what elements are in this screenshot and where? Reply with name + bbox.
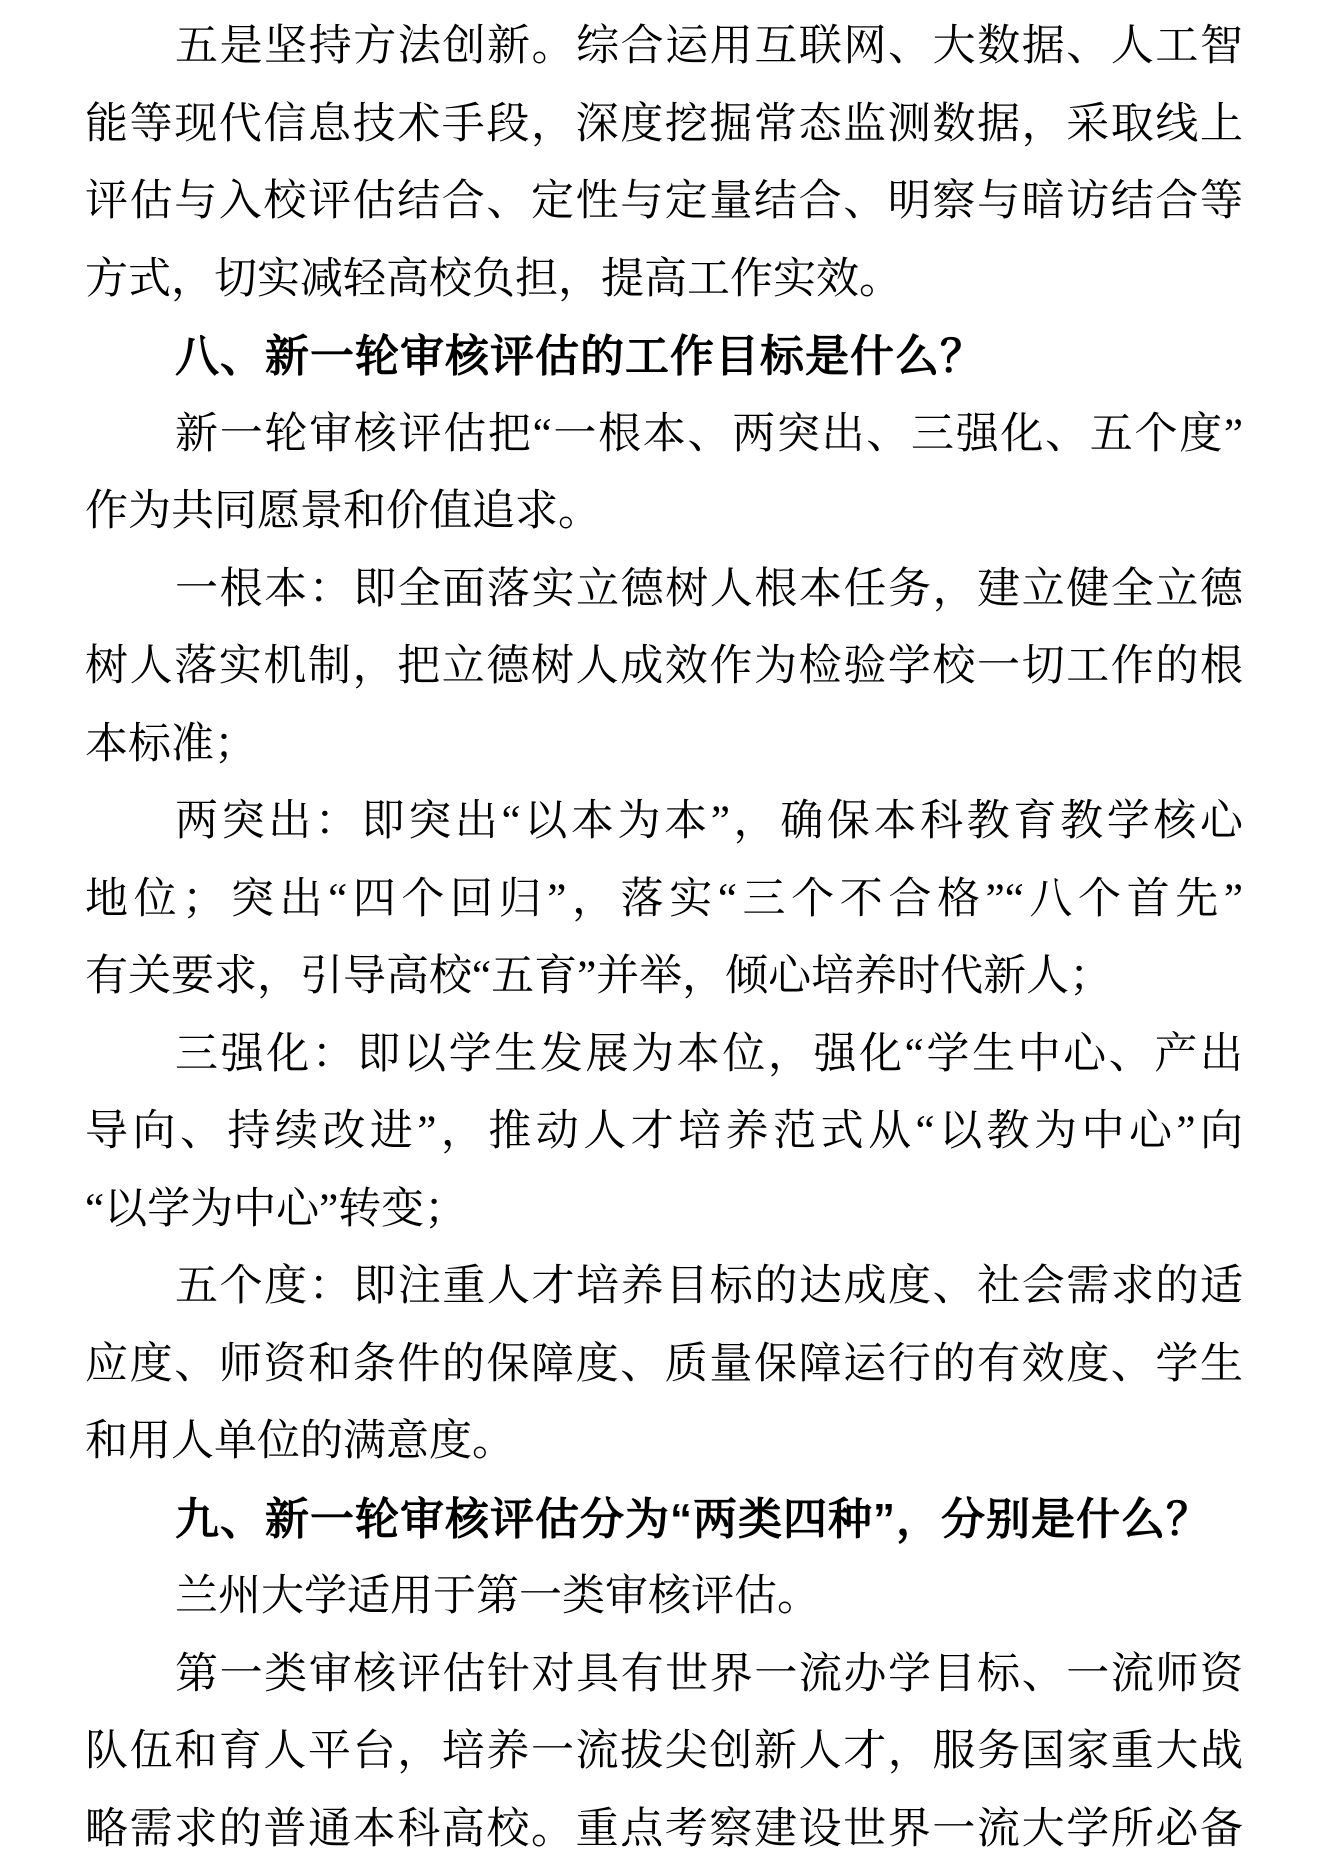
document-body [85, 8, 1243, 1868]
text-line: 作为共同愿景和价值追求。 [85, 488, 601, 535]
text-line: 评估与入校评估结合、定性与定量结合、明察与暗访结合等 [85, 178, 1243, 225]
text-line: 导向、持续改进”，推动人才培养范式从“以教为中心”向 [85, 1108, 1243, 1155]
text-line: 能等现代信息技术手段，深度挖掘常态监测数据，采取线上 [85, 100, 1243, 148]
text-line: 三强化：即以学生发展为本位，强化“学生中心、产出 [175, 1030, 1243, 1078]
text-line: 五是坚持方法创新。综合运用互联网、大数据、人工智 [175, 23, 1243, 70]
text-line: 应度、师资和条件的保障度、质量保障运行的有效度、学生 [85, 1340, 1243, 1388]
section-heading: 八、新一轮审核评估的工作目标是什么？ [175, 332, 985, 381]
text-line: 两突出：即突出“以本为本”，确保本科教育教学核心 [175, 798, 1243, 845]
text-line: 略需求的普通本科高校。重点考察建设世界一流大学所必备 [85, 1805, 1243, 1853]
text-line: 方式，切实减轻高校负担，提高工作实效。 [85, 255, 902, 303]
text-line: 地位；突出“四个回归”，落实“三个不合格”“八个首先” [85, 875, 1243, 923]
text-line: “以学为中心”转变； [85, 1185, 468, 1233]
text-line: 有关要求，引导高校“五育”并举，倾心培养时代新人； [85, 953, 1113, 1000]
text-line: 队伍和育人平台，培养一流拔尖创新人才，服务国家重大战 [85, 1728, 1243, 1775]
text-line: 第一类审核评估针对具有世界一流办学目标、一流师资 [175, 1650, 1243, 1698]
text-line: 新一轮审核评估把“一根本、两突出、三强化、五个度” [175, 410, 1243, 458]
text-line: 五个度：即注重人才培养目标的达成度、社会需求的适 [175, 1263, 1243, 1310]
text-line: 和用人单位的满意度。 [85, 1418, 515, 1465]
text-line: 本标准； [85, 720, 257, 768]
text-line: 一根本：即全面落实立德树人根本任务，建立健全立德 [175, 565, 1243, 613]
text-line: 兰州大学适用于第一类审核评估。 [175, 1573, 820, 1620]
section-heading: 九、新一轮审核评估分为“两类四种”，分别是什么？ [175, 1494, 1211, 1544]
text-line: 树人落实机制，把立德树人成效作为检验学校一切工作的根 [85, 643, 1243, 690]
